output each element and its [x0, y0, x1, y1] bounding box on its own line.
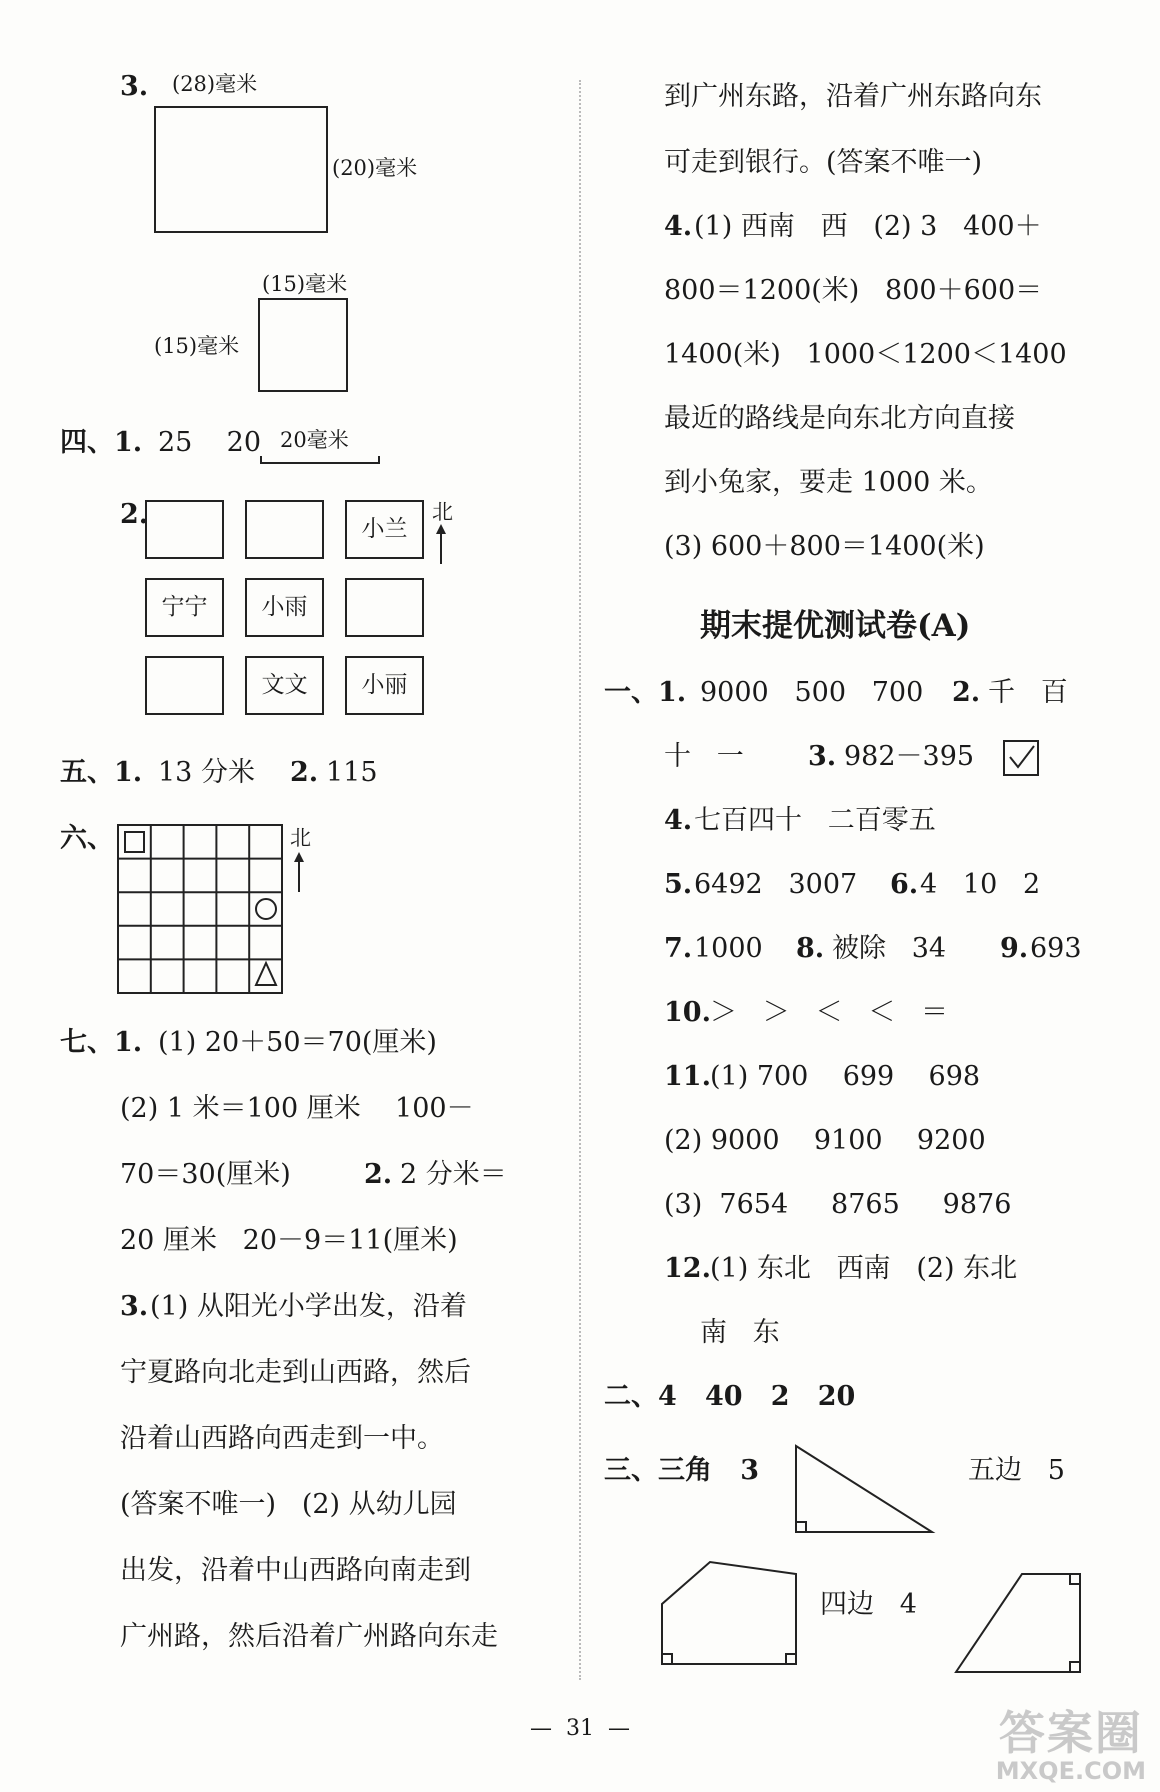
grid-cell: [145, 500, 224, 559]
p2b-label: 3.: [808, 741, 837, 772]
s7-line3-label: 2.: [364, 1159, 393, 1190]
watermark-url: MXQE.COM: [995, 1757, 1146, 1785]
s5-label: 五、1.: [60, 757, 143, 788]
watermark: [996, 1708, 1146, 1784]
p4-values: 6492 3007: [694, 869, 858, 900]
s7-line7: 沿着山西路向西走到一中。: [120, 1423, 444, 1454]
grid-map: [116, 823, 286, 995]
p8-values: (2) 9000 9100 9200: [664, 1125, 986, 1156]
p1b-label: 2.: [952, 677, 981, 708]
s7-line3a: 70＝30(厘米): [120, 1159, 291, 1190]
q2-label: 2.: [120, 499, 149, 530]
grid-cell: 文文: [245, 656, 324, 715]
p7-label: 11.: [664, 1061, 711, 1092]
p6-values: ＞ ＞ ＜ ＜ ＝: [710, 997, 948, 1028]
watermark-logo: 答案圈: [998, 1706, 1143, 1760]
grid-cell: [145, 656, 224, 715]
quad-label: 四边 4: [820, 1589, 917, 1620]
grid-cell: 小丽: [345, 656, 424, 715]
grid-cell: [345, 578, 424, 637]
rectangle-figure: [154, 106, 328, 233]
segment-label: 20毫米: [280, 428, 349, 452]
p13-values: 三、三角 3: [604, 1455, 759, 1486]
p1b-values: 千 百: [988, 677, 1068, 708]
p3-label: 4.: [664, 805, 693, 836]
grid-cell: 小雨: [245, 578, 324, 637]
p5c-label: 9.: [1000, 933, 1029, 964]
right-triangle-figure: [790, 1440, 940, 1540]
s5-b: 115: [326, 757, 378, 788]
r-line2: 可走到银行。(答案不唯一): [664, 147, 983, 178]
s7-line3c: 2 分米＝: [400, 1159, 507, 1190]
p1-label: 一、1.: [604, 677, 687, 708]
r-q4-label: 4.: [664, 211, 693, 242]
s7-line5: (1) 从阳光小学出发，沿着: [150, 1291, 467, 1322]
p10-label: 12.: [664, 1253, 711, 1284]
s7-line1: (1) 20＋50＝70(厘米): [158, 1027, 437, 1058]
p2b-values: 982－395: [844, 741, 975, 772]
rect1-width-label: (28)毫米: [172, 72, 258, 96]
north-label: 北: [432, 500, 453, 524]
s7-line6: 宁夏路向北走到山西路，然后: [120, 1357, 471, 1388]
north-arrow-icon-2: [291, 852, 307, 892]
segment-line: [260, 456, 380, 464]
p7-values: (1) 700 699 698: [710, 1061, 981, 1092]
column-divider: [579, 80, 581, 1680]
grid-cell: 小兰: [345, 500, 424, 559]
square-top-label: (15)毫米: [262, 272, 348, 296]
p1-values: 9000 500 700: [700, 677, 924, 708]
rect1-height-label: (20)毫米: [332, 156, 418, 180]
p4-label: 5.: [664, 869, 693, 900]
p5b-values: 被除 34: [832, 933, 947, 964]
p4b-values: 4 10 2: [920, 869, 1041, 900]
pentagon-label: 五边 5: [968, 1455, 1065, 1486]
s7-line9: 出发，沿着中山西路向南走到: [120, 1555, 471, 1586]
p5b-label: 8.: [796, 933, 825, 964]
triangle-marker-icon: [256, 963, 276, 985]
p5c-values: 693: [1030, 933, 1082, 964]
p5-values: 1000: [694, 933, 763, 964]
s4-label: 四、1.: [60, 427, 143, 458]
p4b-label: 6.: [890, 869, 919, 900]
p11-values: 南 东: [700, 1317, 780, 1348]
r-line4: 800＝1200(米) 800＋600＝: [664, 275, 1043, 306]
r-line5: 1400(米) 1000＜1200＜1400: [664, 339, 1067, 370]
s7-line8: (答案不唯一) (2) 从幼儿园: [120, 1489, 457, 1520]
s7-line4: 20 厘米 20－9＝11(厘米): [120, 1225, 458, 1256]
r-line1: 到广州东路，沿着广州东路向东: [664, 81, 1042, 112]
p10-values: (1) 东北 西南 (2) 东北: [710, 1253, 1018, 1284]
p3-values: 七百四十 二百零五: [694, 805, 936, 836]
s7-line10: 广州路，然后沿着广州路向东走: [120, 1621, 498, 1652]
p5-label: 7.: [664, 933, 693, 964]
p9-values: (3) 7654 8765 9876: [664, 1189, 1012, 1220]
circle-marker-icon: [256, 899, 276, 919]
s7-line2: (2) 1 米＝100 厘米 100－: [120, 1093, 474, 1124]
r-line3: (1) 西南 西 (2) 3 400＋: [694, 211, 1042, 242]
p12-values: 二、4 40 2 20: [604, 1381, 856, 1412]
r-line8: (3) 600＋800＝1400(米): [664, 531, 985, 562]
s7-label: 七、1.: [60, 1027, 143, 1058]
r-line6: 最近的路线是向东北方向直接: [664, 403, 1015, 434]
trapezoid-figure: [950, 1568, 1086, 1678]
p6-label: 10.: [664, 997, 711, 1028]
s5-a: 13 分米: [158, 757, 255, 788]
north-label-2: 北: [290, 826, 311, 850]
square-figure: [258, 298, 348, 392]
section-heading: 期末提优测试卷(A): [700, 608, 971, 644]
grid-cell: 宁宁: [145, 578, 224, 637]
s4-values: 25 20: [158, 427, 262, 458]
s5-b-label: 2.: [290, 757, 319, 788]
q3-label: 3.: [120, 71, 149, 102]
square-marker-icon: [125, 832, 144, 852]
r-line7: 到小兔家，要走 1000 米。: [664, 467, 993, 498]
pentagon-figure: [656, 1556, 802, 1674]
s6-label: 六、: [60, 823, 114, 854]
north-arrow-icon: [433, 524, 449, 564]
checkmark-icon: [1003, 740, 1039, 776]
s7-q3-label: 3.: [120, 1291, 149, 1322]
grid-cell: [245, 500, 324, 559]
p2a-values: 十 一: [664, 741, 744, 772]
square-side-label: (15)毫米: [154, 334, 240, 358]
page-number: — 31 —: [530, 1716, 630, 1741]
